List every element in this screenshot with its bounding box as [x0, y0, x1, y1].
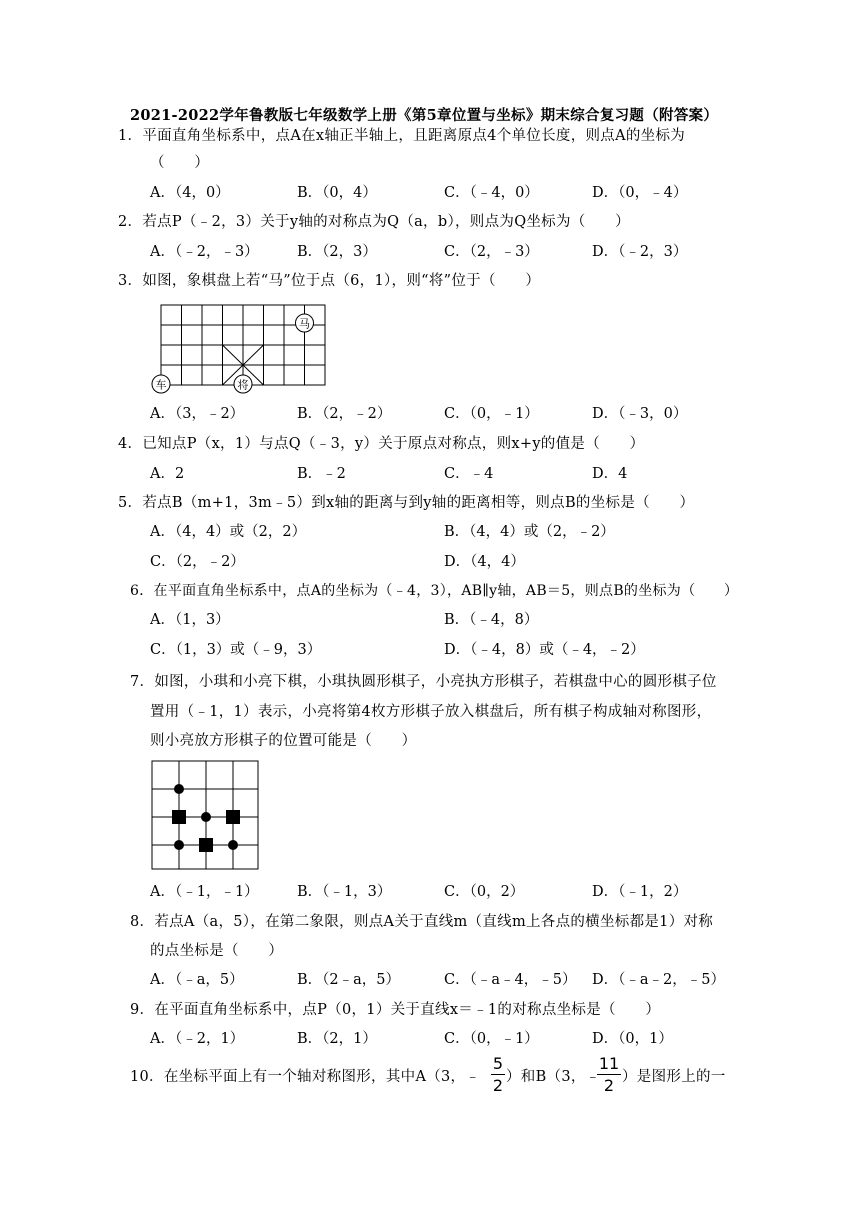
q3-option-d: D．（﹣3，0）: [592, 406, 688, 422]
q8-option-b: B．（2﹣a，5）: [297, 972, 401, 988]
q2-option-a: A．（﹣2，﹣3）: [150, 244, 259, 260]
fraction-5-over-2: [491, 1054, 505, 1095]
fraction-11-over-2: [597, 1054, 621, 1095]
question-1-text-cont: （ ）: [150, 155, 210, 171]
q6-option-a: A．（1，3）: [150, 612, 230, 628]
svg-text:将: 将: [237, 378, 249, 392]
question-10-text: 10．在坐标平面上有一个轴对称图形，其中A（3，﹣: [130, 1069, 481, 1085]
q5-option-c: C．（2，﹣2）: [150, 554, 245, 570]
question-10-text-end: ）是图形上的一: [622, 1069, 726, 1085]
q6-option-b: B．（﹣4，8）: [444, 612, 539, 628]
q3-option-c: C．（0，﹣1）: [444, 406, 539, 422]
round-piece: [201, 812, 211, 822]
square-piece: [172, 810, 186, 824]
che-piece: [152, 375, 170, 393]
q7-option-d: D．（﹣1，2）: [592, 884, 688, 900]
question-1-text: 1．平面直角坐标系中，点A在x轴正半轴上，且距离原点4个单位长度，则点A的坐标为: [118, 128, 686, 144]
q9-option-b: B．（2，1）: [297, 1031, 377, 1047]
square-piece: [199, 838, 213, 852]
question-5-text: 5．若点B（m+1，3m﹣5）到x轴的距离与到y轴的距离相等，则点B的坐标是（ ）: [118, 495, 695, 511]
q9-option-d: D．（0，1）: [592, 1031, 673, 1047]
question-4-text: 4．已知点P（x，1）与点Q（﹣3，y）关于原点对称点，则x+y的值是（ ）: [118, 436, 645, 452]
q1-option-c: C．（﹣4，0）: [444, 185, 539, 201]
round-piece: [228, 840, 238, 850]
question-6-text: 6．在平面直角坐标系中，点A的坐标为（﹣4，3），AB∥y轴，AB＝5，则点B的坐标为（ ）: [130, 583, 739, 599]
q5-option-a: A．（4，4）或（2，2）: [150, 524, 307, 540]
q9-option-c: C．（0，﹣1）: [444, 1031, 539, 1047]
q2-option-c: C．（2，﹣3）: [444, 244, 539, 260]
round-piece: [174, 784, 184, 794]
q2-option-d: D．（﹣2，3）: [592, 244, 688, 260]
fraction-denominator: 2: [603, 1076, 615, 1095]
q5-option-b: B．（4，4）或（2，﹣2）: [444, 524, 615, 540]
q8-option-d: D．（﹣a﹣2，﹣5）: [592, 972, 725, 988]
q7-option-a: A．（﹣1，﹣1）: [150, 884, 259, 900]
ma-piece: [296, 314, 314, 332]
q5-option-d: D．（4，4）: [444, 554, 525, 570]
question-7-text-cont-2: 则小亮放方形棋子的位置可能是（ ）: [150, 733, 417, 749]
q4-option-c: C．﹣4: [444, 466, 494, 482]
jiang-piece: [234, 375, 252, 393]
q7-option-c: C．（0，2）: [444, 884, 525, 900]
square-piece: [226, 810, 240, 824]
svg-text:车: 车: [155, 378, 167, 392]
q8-option-c: C．（﹣a﹣4，﹣5）: [444, 972, 577, 988]
question-3-text: 3．如图，象棋盘上若“马”位于点（6，1），则“将”位于（ ）: [118, 273, 541, 289]
q2-option-b: B．（2，3）: [297, 244, 377, 260]
q4-option-b: B．﹣2: [297, 466, 346, 482]
chess-board-figure: [150, 300, 335, 396]
fraction-denominator: 2: [492, 1076, 504, 1095]
q3-option-a: A．（3，﹣2）: [150, 406, 245, 422]
fraction-numerator: 11: [598, 1054, 620, 1073]
q1-option-b: B．（0，4）: [297, 185, 377, 201]
q9-option-a: A．（﹣2，1）: [150, 1031, 245, 1047]
question-10-text-mid: ）和B（3，﹣: [506, 1069, 601, 1085]
fraction-numerator: 5: [492, 1054, 504, 1073]
question-9-text: 9．在平面直角坐标系中，点P（0，1）关于直线x＝﹣1的对称点坐标是（ ）: [130, 1002, 661, 1018]
q8-option-a: A．（﹣a，5）: [150, 972, 244, 988]
q3-option-b: B．（2，﹣2）: [297, 406, 392, 422]
go-board-figure: [150, 758, 262, 872]
q4-option-d: D．4: [592, 466, 628, 482]
question-8-text-cont: 的点坐标是（ ）: [150, 943, 284, 959]
q6-option-d: D．（﹣4，8）或（﹣4，﹣2）: [444, 642, 645, 658]
question-2-text: 2．若点P（﹣2，3）关于y轴的对称点为Q（a，b），则点为Q坐标为（ ）: [118, 214, 630, 230]
page-title: 2021-2022学年鲁教版七年级数学上册《第5章位置与坐标》期末综合复习题（附答案）: [130, 107, 719, 124]
question-7-text-cont-1: 置用（﹣1，1）表示，小亮将第4枚方形棋子放入棋盘后，所有棋子构成轴对称图形，: [150, 704, 712, 720]
q4-option-a: A．2: [150, 466, 185, 482]
round-piece: [174, 840, 184, 850]
question-8-text: 8．若点A（a，5），在第二象限，则点A关于直线m（直线m上各点的横坐标都是1）对称: [130, 914, 714, 930]
q1-option-d: D．（0，﹣4）: [592, 185, 688, 201]
svg-text:马: 马: [299, 317, 310, 331]
q1-option-a: A．（4，0）: [150, 185, 230, 201]
q7-option-b: B．（﹣1，3）: [297, 884, 392, 900]
question-7-text: 7．如图，小琪和小亮下棋，小琪执圆形棋子，小亮执方形棋子，若棋盘中心的圆形棋子位: [130, 674, 717, 690]
q6-option-c: C．（1，3）或（﹣9，3）: [150, 642, 322, 658]
